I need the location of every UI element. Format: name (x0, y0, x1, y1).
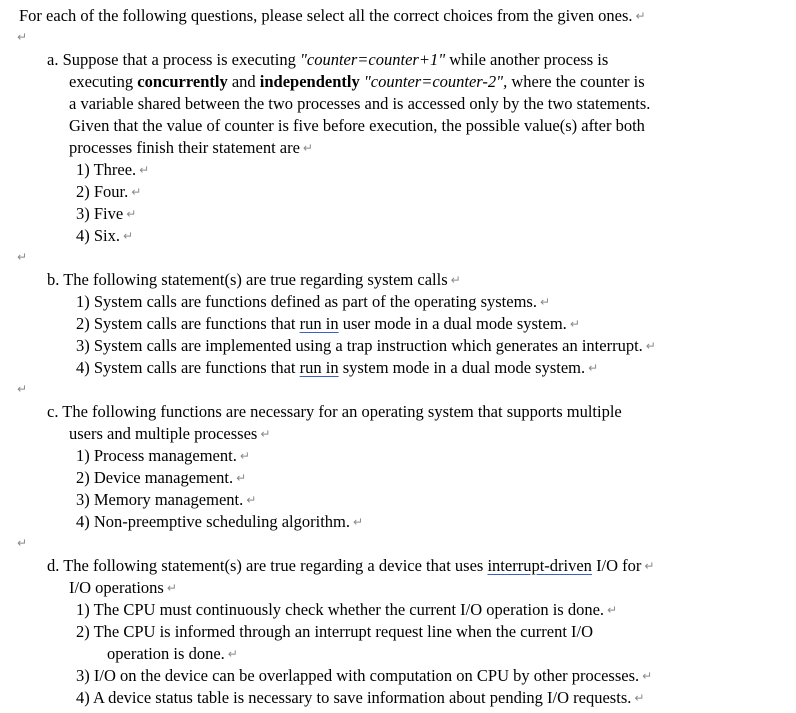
code-counter-plus-1: "counter=counter+1" (299, 50, 446, 69)
question-d-option-2-line-1: 2) The CPU is informed through an interrupt request line when the current I/O (76, 622, 594, 641)
grammar-underline: run in (299, 314, 339, 333)
grammar-underline: run in (299, 358, 339, 377)
code-counter-minus-2: "counter=counter-2", (363, 72, 508, 91)
question-c-option-3: 3) Memory management. ↵ (76, 490, 257, 509)
return-mark-icon: ↵ (645, 339, 656, 353)
question-a-line-2: executing concurrently and independently "counter=counter-2", where the counter is (69, 72, 645, 91)
return-mark-icon: ↵ (260, 427, 271, 441)
return-mark-icon: ↵ (17, 382, 28, 396)
bold-independently: independently (259, 72, 360, 91)
return-mark-icon: ↵ (635, 9, 646, 23)
question-a-line-4: Given that the value of counter is five before execution, the possible value(s) after both (69, 116, 645, 135)
return-mark-icon: ↵ (588, 361, 599, 375)
return-mark-icon: ↵ (139, 163, 150, 177)
question-d-line-1: d. The following statement(s) are true regarding a device that uses interrupt-driven I/O for ↵ (47, 556, 655, 575)
grammar-underline: interrupt-driven (487, 556, 592, 575)
intro-text: For each of the following questions, please select all the correct choices from the given ones. (19, 6, 633, 25)
question-b-option-1: 1) System calls are functions defined as part of the operating systems. ↵ (76, 292, 551, 311)
return-mark-icon: ↵ (246, 493, 257, 507)
question-a-option-1: 1) Three. ↵ (76, 160, 150, 179)
question-a-option-3: 3) Five ↵ (76, 204, 137, 223)
question-a-option-4: 4) Six. ↵ (76, 226, 134, 245)
intro-line (19, 5, 646, 27)
return-mark-icon: ↵ (166, 581, 177, 595)
question-c-option-4: 4) Non-preemptive scheduling algorithm. ↵ (76, 512, 364, 531)
return-mark-icon: ↵ (302, 141, 313, 155)
return-mark-icon: ↵ (569, 317, 580, 331)
return-mark-icon: ↵ (607, 603, 618, 617)
question-b-option-2: 2) System calls are functions that run in user mode in a dual mode system. ↵ (76, 314, 580, 333)
question-c-line-2: users and multiple processes ↵ (69, 424, 271, 443)
question-d-option-1: 1) The CPU must continuously check whether the current I/O operation is done. ↵ (76, 600, 618, 619)
return-mark-icon: ↵ (450, 273, 461, 287)
return-mark-icon: ↵ (353, 515, 364, 529)
question-c-option-1: 1) Process management. ↵ (76, 446, 250, 465)
question-b-option-3: 3) System calls are implemented using a trap instruction which generates an interrupt. ↵ (76, 336, 656, 355)
question-b-option-4: 4) System calls are functions that run in system mode in a dual mode system. ↵ (76, 358, 599, 377)
question-a-line-3: a variable shared between the two processes and is accessed only by the two statements. (69, 94, 651, 113)
question-d-option-3: 3) I/O on the device can be overlapped with computation on CPU by other processes. ↵ (76, 666, 653, 685)
return-mark-icon: ↵ (634, 691, 645, 705)
return-mark-icon: ↵ (239, 449, 250, 463)
question-a-line-5: processes finish their statement are ↵ (69, 138, 313, 157)
question-d-option-2-line-2: operation is done. ↵ (107, 644, 238, 663)
question-b-line-1: b. The following statement(s) are true regarding system calls ↵ (47, 270, 461, 289)
return-mark-icon: ↵ (642, 669, 653, 683)
question-d-option-4: 4) A device status table is necessary to save information about pending I/O requests. ↵ (76, 688, 645, 707)
question-c-option-2: 2) Device management. ↵ (76, 468, 247, 487)
question-d-line-2: I/O operations ↵ (69, 578, 177, 597)
return-mark-icon: ↵ (131, 185, 142, 199)
question-a-line-1: a. Suppose that a process is executing "counter=counter+1" while another process is (47, 50, 609, 69)
return-mark-icon: ↵ (539, 295, 551, 309)
return-mark-icon: ↵ (17, 30, 28, 44)
return-mark-icon: ↵ (644, 559, 655, 573)
return-mark-icon: ↵ (126, 207, 137, 221)
return-mark-icon: ↵ (227, 647, 238, 661)
return-mark-icon: ↵ (236, 471, 247, 485)
return-mark-icon: ↵ (17, 250, 28, 264)
return-mark-icon: ↵ (17, 536, 28, 550)
return-mark-icon: ↵ (123, 229, 134, 243)
question-c-line-1: c. The following functions are necessary for an operating system that supports multiple (47, 402, 622, 421)
bold-concurrently: concurrently (137, 72, 228, 91)
question-a-option-2: 2) Four. ↵ (76, 182, 142, 201)
